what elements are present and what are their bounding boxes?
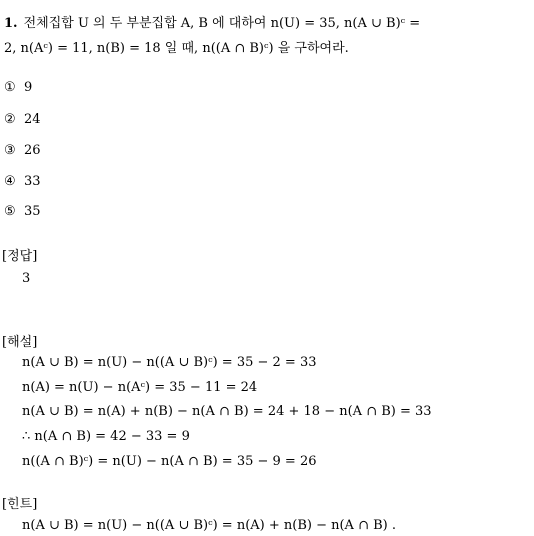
explanation-label: [해설]: [2, 335, 38, 350]
answer-label: [정답]: [2, 249, 38, 264]
choice-value: 26: [24, 143, 41, 158]
hint-label: [힌트]: [2, 497, 38, 512]
choice-mark: ④: [4, 174, 16, 189]
choice-4[interactable]: [4, 174, 41, 189]
choice-value: 24: [24, 112, 41, 127]
choice-5[interactable]: [4, 204, 41, 219]
choice-3[interactable]: [4, 143, 41, 158]
choice-value: 33: [24, 174, 41, 189]
choice-mark: ②: [4, 112, 16, 127]
choice-mark: ①: [4, 80, 16, 95]
answer-value: 3: [22, 271, 31, 286]
question-number: 1.: [4, 16, 18, 31]
question-text-1: 전체집합 U 의 두 부분집합 A, B 에 대하여 n(U) = 35, n(A ∪ B)ᶜ =: [23, 16, 421, 31]
explanation-line-3: n(A ∪ B) = n(A) + n(B) − n(A ∩ B) = 24 + 18 − n(A ∩ B) = 33: [22, 404, 432, 419]
choice-2[interactable]: [4, 112, 41, 127]
question-line-2: 2, n(Aᶜ) = 11, n(B) = 18 일 때, n((A ∩ B)ᶜ) 을 구하여라.: [4, 41, 349, 56]
hint-line: n(A ∪ B) = n(U) − n((A ∪ B)ᶜ) = n(A) + n(B) − n(A ∩ B) .: [22, 518, 396, 533]
explanation-line-2: n(A) = n(U) − n(Aᶜ) = 35 − 11 = 24: [22, 380, 258, 395]
choice-mark: ⑤: [4, 204, 16, 219]
explanation-line-1: n(A ∪ B) = n(U) − n((A ∪ B)ᶜ) = 35 − 2 = 33: [22, 355, 317, 370]
choice-value: 35: [24, 204, 41, 219]
choice-1[interactable]: [4, 80, 32, 95]
choice-mark: ③: [4, 143, 16, 158]
choice-value: 9: [24, 80, 33, 95]
explanation-line-4: ∴ n(A ∩ B) = 42 − 33 = 9: [22, 429, 190, 444]
explanation-line-5: n((A ∩ B)ᶜ) = n(U) − n(A ∩ B) = 35 − 9 = 26: [22, 454, 317, 469]
question-line-1: [4, 12, 420, 31]
